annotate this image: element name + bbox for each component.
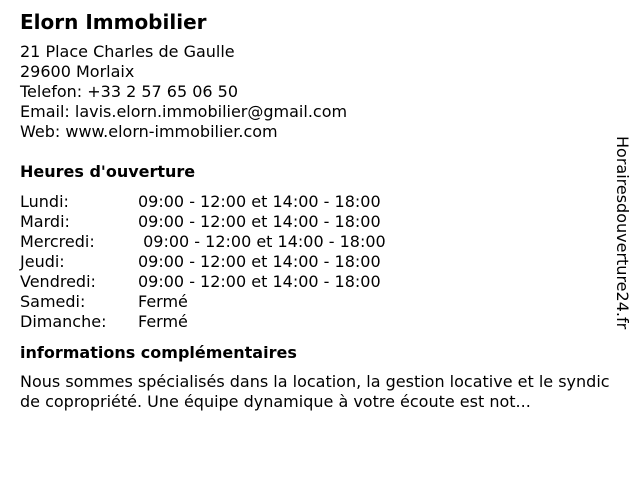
hours-row-friday: [20, 272, 620, 292]
hours-row-sunday: [20, 312, 620, 332]
business-name: Elorn Immobilier: [20, 10, 207, 34]
web-line[interactable]: Web: www.elorn-immobilier.com: [20, 122, 278, 141]
address-street: 21 Place Charles de Gaulle: [20, 42, 235, 61]
hours-day: Vendredi:: [20, 272, 96, 291]
hours-row-saturday: [20, 292, 620, 312]
hours-day: Samedi:: [20, 292, 86, 311]
hours-row-tuesday: [20, 212, 620, 232]
hours-time: 09:00 - 12:00 et 14:00 - 18:00: [138, 252, 381, 271]
hours-row-monday: [20, 192, 620, 212]
hours-row-thursday: [20, 252, 620, 272]
business-card: [20, 8, 620, 412]
hours-time: 09:00 - 12:00 et 14:00 - 18:00: [138, 272, 381, 291]
hours-day: Mercredi:: [20, 232, 95, 251]
hours-time: 09:00 - 12:00 et 14:00 - 18:00: [138, 192, 381, 211]
hours-day: Lundi:: [20, 192, 69, 211]
additional-info-heading: informations complémentaires: [20, 343, 297, 362]
phone-line[interactable]: Telefon: +33 2 57 65 06 50: [20, 82, 239, 101]
hours-day: Mardi:: [20, 212, 70, 231]
site-watermark: [610, 136, 634, 346]
email-line[interactable]: Email: lavis.elorn.immobilier@gmail.com: [20, 102, 348, 121]
opening-hours-heading: Heures d'ouverture: [20, 162, 196, 181]
hours-row-wednesday: [20, 232, 620, 252]
opening-hours-table: [20, 192, 620, 332]
address-city: 29600 Morlaix: [20, 62, 135, 81]
hours-day: Jeudi:: [20, 252, 65, 271]
additional-info-text: Nous sommes spécialisés dans la location, la gestion locative et le syndic de copropriété. Une équipe dynamique à votre écoute est not...: [20, 372, 610, 411]
hours-time: Fermé: [138, 292, 188, 311]
hours-time: 09:00 - 12:00 et 14:00 - 18:00: [138, 212, 381, 231]
watermark-text: Horairesdouverture24.fr: [613, 136, 632, 330]
hours-time: 09:00 - 12:00 et 14:00 - 18:00: [138, 232, 386, 251]
hours-time: Fermé: [138, 312, 188, 331]
hours-day: Dimanche:: [20, 312, 107, 331]
